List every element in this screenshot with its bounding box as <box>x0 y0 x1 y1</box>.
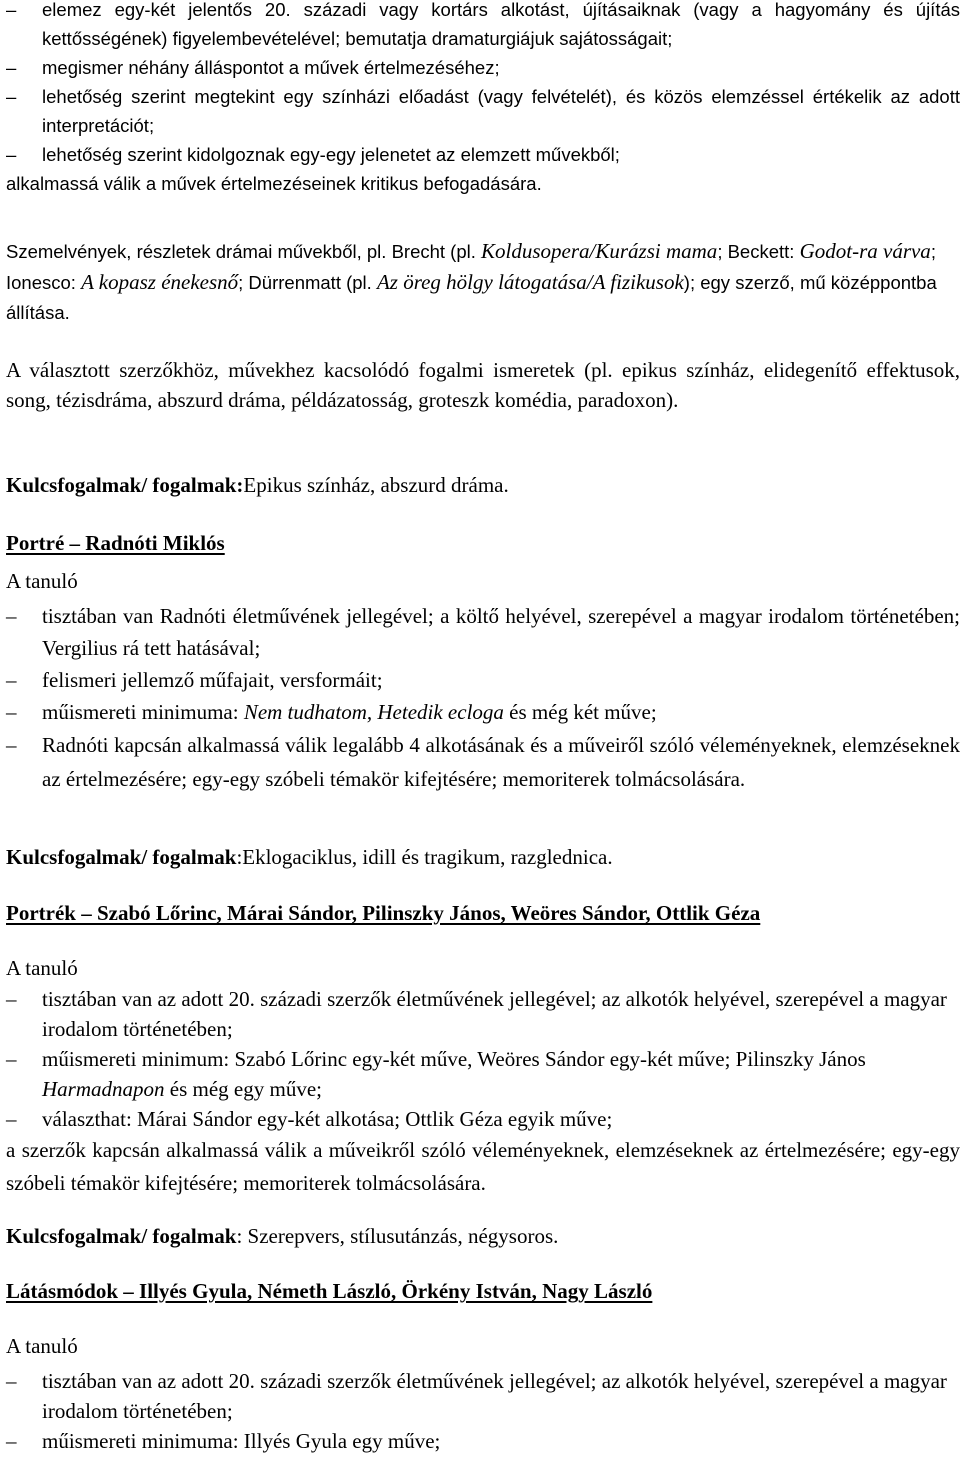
drama-concepts-paragraph: A választott szerzőkhöz, művekhez kacsolódó fogalmi ismeretek (pl. epikus színház, elidegenítő effektusok, song, tézisdráma, abszurd dráma, példázatosság, groteszk komédia, paradoxon). <box>6 358 960 412</box>
list-item: – tisztában van az adott 20. századi szerzők életművének jellegével; az alkotók helyével, szerepével a magyar irodalom történetében; <box>6 1366 960 1426</box>
list-item: – tisztában van az adott 20. századi szerzők életművének jellegével; az alkotók helyével, szerepével a magyar irodalom történetében; <box>6 984 960 1044</box>
section-heading-radnoti: Portré – Radnóti Miklós <box>6 531 225 555</box>
key-concepts-value: : Szerepvers, stílusutánzás, négysoros. <box>236 1224 559 1248</box>
work-title: Harmadnapon <box>42 1077 165 1101</box>
drama-key-concepts <box>6 470 960 500</box>
radnoti-intro: A tanuló <box>6 569 78 593</box>
list-item: – tisztában van Radnóti életművének jellegével; a költő helyével, szerepével a magyar irodalom történetében; Vergilius rá tett hatásával; <box>6 600 960 664</box>
work-title: Az öreg hölgy látogatása/A fizikusok <box>376 270 684 294</box>
work-title: Godot-ra várva <box>799 239 931 263</box>
intro-list <box>6 0 960 198</box>
list-item: – megismer néhány álláspontot a művek értelmezéséhez; <box>6 53 960 82</box>
work-title: A kopasz énekesnő <box>81 270 239 294</box>
work-title: Nem tudhatom, Hetedik ecloga <box>243 700 504 724</box>
list-item: – műismereti minimum: Szabó Lőrinc egy-két műve, Weöres Sándor egy-két műve; Pilinszky János Harmadnapon és még egy műve; <box>6 1044 960 1104</box>
list-item: – lehetőség szerint megtekint egy színházi előadást (vagy felvételét), és közös elemzéssel értékelik az adott interpretációt; <box>6 82 960 140</box>
dash-bullet-icon: – <box>6 668 17 692</box>
portrek-key-concepts <box>6 1221 960 1251</box>
list-item: – választhat: Márai Sándor egy-két alkotása; Ottlik Géza egyik műve; <box>6 1104 960 1134</box>
radnoti-key-concepts <box>6 842 960 872</box>
key-concepts-value: :Eklogaciklus, idill és tragikum, razglednica. <box>236 845 613 869</box>
key-concepts-value: Epikus színház, abszurd dráma. <box>243 473 509 497</box>
key-concepts-label: Kulcsfogalmak/ fogalmak: <box>6 473 244 497</box>
portrek-after-text: a szerzők kapcsán alkalmassá válik a műveikről szóló véleményeknek, elemzéseknek az értelmezésére; egy-egy szóbeli témakör kifejtésére; memoriterek tolmácsolására. <box>6 1138 960 1195</box>
dash-bullet-icon: – <box>6 1047 17 1071</box>
radnoti-list <box>6 600 960 796</box>
dash-bullet-icon: – <box>6 57 17 78</box>
key-concepts-label: Kulcsfogalmak/ fogalmak <box>6 845 237 869</box>
list-item: – lehetőség szerint kidolgoznak egy-egy jelenetet az elemzett művekből; <box>6 140 960 169</box>
dash-bullet-icon: – <box>6 1369 17 1393</box>
dash-bullet-icon: – <box>6 604 17 628</box>
portrek-list <box>6 984 960 1200</box>
dash-bullet-icon: – <box>6 86 17 107</box>
dash-bullet-icon: – <box>6 0 17 20</box>
portrek-intro: A tanuló <box>6 956 78 980</box>
latasmodok-list <box>6 1366 960 1456</box>
dash-bullet-icon: – <box>6 1429 17 1453</box>
list-item: – elemez egy-két jelentős 20. századi vagy kortárs alkotást, újításaiknak (vagy a hagyomány és újítás kettősségének) figyelembevételével; bemutatja dramaturgiájuk sajátosságait; <box>6 0 960 53</box>
list-item: – műismereti minimuma: Illyés Gyula egy műve; <box>6 1426 960 1456</box>
list-item: – felismeri jellemző műfajait, versformáit; <box>6 664 960 696</box>
drama-excerpts-paragraph: Szemelvények, részletek drámai művekből, pl. Brecht (pl. Koldusopera/Kurázsi mama; Beckett: Godot-ra várva; Ionesco: A kopasz énekesnő; Dürrenmatt (pl. Az öreg hölgy látogatása/A fizikusok); egy szerző, mű középpontba állítása. <box>6 239 937 323</box>
dash-bullet-icon: – <box>6 733 17 757</box>
dash-bullet-icon: – <box>6 1107 17 1131</box>
latasmodok-intro: A tanuló <box>6 1334 78 1358</box>
work-title: Koldusopera/Kurázsi mama <box>481 239 718 263</box>
intro-after-text: alkalmassá válik a művek értelmezéseinek kritikus befogadására. <box>6 173 542 194</box>
dash-bullet-icon: – <box>6 700 17 724</box>
list-item: – Radnóti kapcsán alkalmassá válik legalább 4 alkotásának és a műveiről szóló véleményeknek, elemzéseknek az értelmezésére; egy-egy szóbeli témakör kifejtésére; memoriterek tolmácsolására. <box>6 728 960 796</box>
section-heading-latasmodok: Látásmódok – Illyés Gyula, Németh László, Örkény István, Nagy László <box>6 1279 653 1303</box>
key-concepts-label: Kulcsfogalmak/ fogalmak <box>6 1224 237 1248</box>
list-item: – műismereti minimuma: Nem tudhatom, Hetedik ecloga és még két műve; <box>6 696 960 728</box>
section-heading-portrek: Portrék – Szabó Lőrinc, Márai Sándor, Pilinszky János, Weöres Sándor, Ottlik Géza <box>6 901 761 925</box>
dash-bullet-icon: – <box>6 987 17 1011</box>
dash-bullet-icon: – <box>6 144 17 165</box>
